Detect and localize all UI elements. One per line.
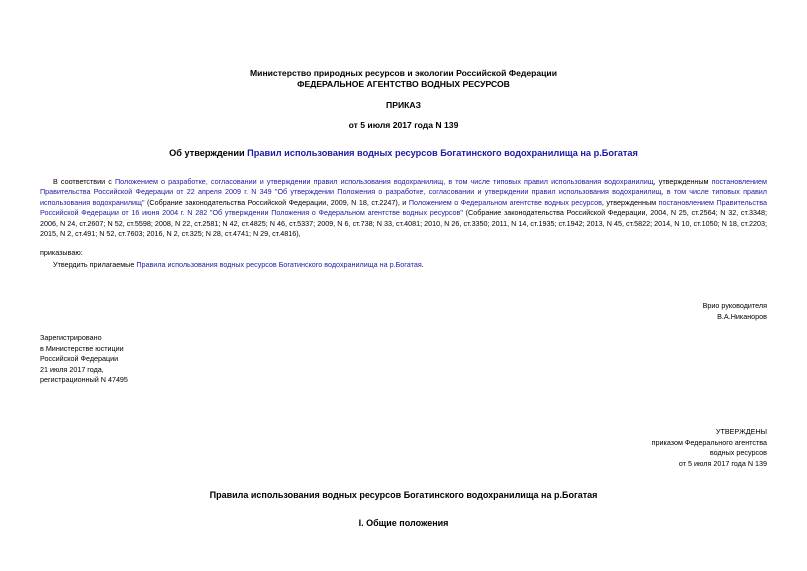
preamble-text-2: , утвержденным [653,177,712,186]
section-heading: I. Общие положения [358,518,449,528]
approved-line: приказом Федерального агентства [651,437,767,447]
approve-text: Утвердить прилагаемые [53,260,137,269]
approve-end: . [421,260,424,269]
order-title-prefix: Об утверждении [169,148,248,158]
preamble-link-regulation-agency[interactable]: Положением о Федеральном агентстве водных ресурсов [408,197,602,207]
registration-line: Зарегистрировано [40,333,102,342]
preamble-link-regulation-reservoirs[interactable]: Положением о разработке, согласовании и утверждении правил использования водохранилищ, в том числе типовых правил использования водохранилищ [114,177,654,186]
registration-line: Российской Федерации [40,354,119,364]
approved-line: водных ресурсов [709,448,767,458]
agency-heading: ФЕДЕРАЛЬНОЕ АГЕНТСТВО ВОДНЫХ РЕСУРСОВ [297,79,510,89]
approved-line: от 5 июля 2017 года N 139 [678,458,767,468]
approved-stamp-block [652,427,767,469]
registration-line: регистрационный N 47495 [40,375,128,385]
preamble-paragraph [40,177,767,239]
preamble-link-decree-349[interactable]: постановлением Правительства Российской Федерации от 22 апреля 2009 г. N 349 "Об утверждении Положения о разработке, согласовании и утверждении правил использования водохранилищ, в том числе типовых правил использования водохранилищ" [40,177,767,207]
preamble-link-decree-282[interactable]: постановлением Правительства Российской Федерации от 16 июня 2004 г. N 282 "Об утверждении Положения о Федеральном агентстве водных ресурсов" [40,197,768,218]
preamble-text-1: В соответствии с [53,177,115,186]
registration-line: в Министерстве юстиции [40,343,124,353]
approve-rules-link[interactable]: Правила использования водных ресурсов Богатинского водохранилища на р.Богатая [136,260,422,269]
preamble-text-4: , утвержденным [601,197,659,207]
signature-block [703,301,767,322]
signature-position: Врио руководителя [702,301,767,310]
rules-title: Правила использования водных ресурсов Богатинского водохранилища на р.Богатая [209,490,598,500]
approve-paragraph [40,260,767,270]
registration-line: 21 июля 2017 года, [40,364,104,374]
order-type-heading: ПРИКАЗ [386,100,421,110]
preamble-text-5: (Собрание законодательства Российской Федерации, 2004, N 25, ст.2564; N 32, ст.3348; 2006, N 24, ст.2607; N 52, ст.5598; 2008, N 22, ст.2581; N 42, ст.4825; N 46, ст.5337; 2009, N 6, ст.738; N 33, ст.4081; 2010, N 26, ст.3350; 2011, N 14, ст.1935; ст.1942; 2013, N 45, ст.5822; 2014, N 10, ст.1050; N 18, ст.2203; 2015, N 2, ст.491; N 52, ст.7603; 2016, N 2, ст.325; N 28, ст.4741; N 29, ст.4816), [40,208,767,239]
registration-block [40,333,128,386]
preamble-text-3: (Собрание законодательства Российской Федерации, 2009, N 18, ст.2247), и [144,197,409,207]
approved-line: УТВЕРЖДЕНЫ [715,427,767,436]
signature-name: В.А.Никаноров [717,311,767,321]
order-title [0,147,807,159]
order-command: приказываю: [40,248,83,257]
order-title-link[interactable]: Правил использования водных ресурсов Богатинского водохранилища на р.Богатая [247,148,638,158]
order-date-number: от 5 июля 2017 года N 139 [348,120,459,130]
ministry-heading: Министерство природных ресурсов и экологии Российской Федерации [250,68,557,78]
